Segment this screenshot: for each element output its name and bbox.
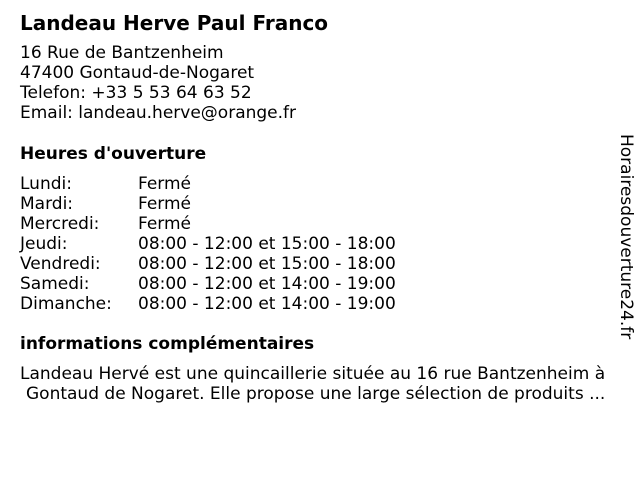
site-watermark: Horairesdouverture24.fr xyxy=(616,134,636,340)
opening-hours-table xyxy=(20,174,396,314)
business-name: Landeau Herve Paul Franco xyxy=(20,11,329,35)
email-line: Email: landeau.herve@orange.fr xyxy=(20,103,297,123)
hours-value: 08:00 - 12:00 et 15:00 - 18:00 xyxy=(138,254,396,274)
hours-row-saturday xyxy=(20,274,396,294)
hours-value: 08:00 - 12:00 et 15:00 - 18:00 xyxy=(138,234,396,254)
hours-row-friday xyxy=(20,254,396,274)
additional-info-heading: informations complémentaires xyxy=(20,334,315,354)
business-description xyxy=(20,364,620,404)
day-label: Mercredi: xyxy=(20,214,100,234)
phone-line: Telefon: +33 5 53 64 63 52 xyxy=(20,83,252,103)
day-label: Lundi: xyxy=(20,174,72,194)
hours-row-tuesday xyxy=(20,194,396,214)
hours-row-wednesday xyxy=(20,214,396,234)
description-line-2: Gontaud de Nogaret. Elle propose une large sélection de produits ... xyxy=(26,384,606,404)
hours-value: Fermé xyxy=(138,174,192,194)
contact-block xyxy=(20,43,296,123)
hours-value: 08:00 - 12:00 et 14:00 - 19:00 xyxy=(138,274,396,294)
hours-value: Fermé xyxy=(138,194,192,214)
day-label: Samedi: xyxy=(20,274,90,294)
hours-value: Fermé xyxy=(138,214,192,234)
address-line-1: 16 Rue de Bantzenheim xyxy=(20,43,224,63)
hours-row-thursday xyxy=(20,234,396,254)
address-line-2: 47400 Gontaud-de-Nogaret xyxy=(20,63,255,83)
hours-value: 08:00 - 12:00 et 14:00 - 19:00 xyxy=(138,294,396,314)
hours-row-monday xyxy=(20,174,396,194)
description-line-1: Landeau Hervé est une quincaillerie située au 16 rue Bantzenheim à xyxy=(20,364,606,384)
hours-row-sunday xyxy=(20,294,396,314)
day-label: Dimanche: xyxy=(20,294,112,314)
opening-hours-heading: Heures d'ouverture xyxy=(20,144,207,164)
day-label: Mardi: xyxy=(20,194,74,214)
day-label: Jeudi: xyxy=(20,234,68,254)
day-label: Vendredi: xyxy=(20,254,101,274)
